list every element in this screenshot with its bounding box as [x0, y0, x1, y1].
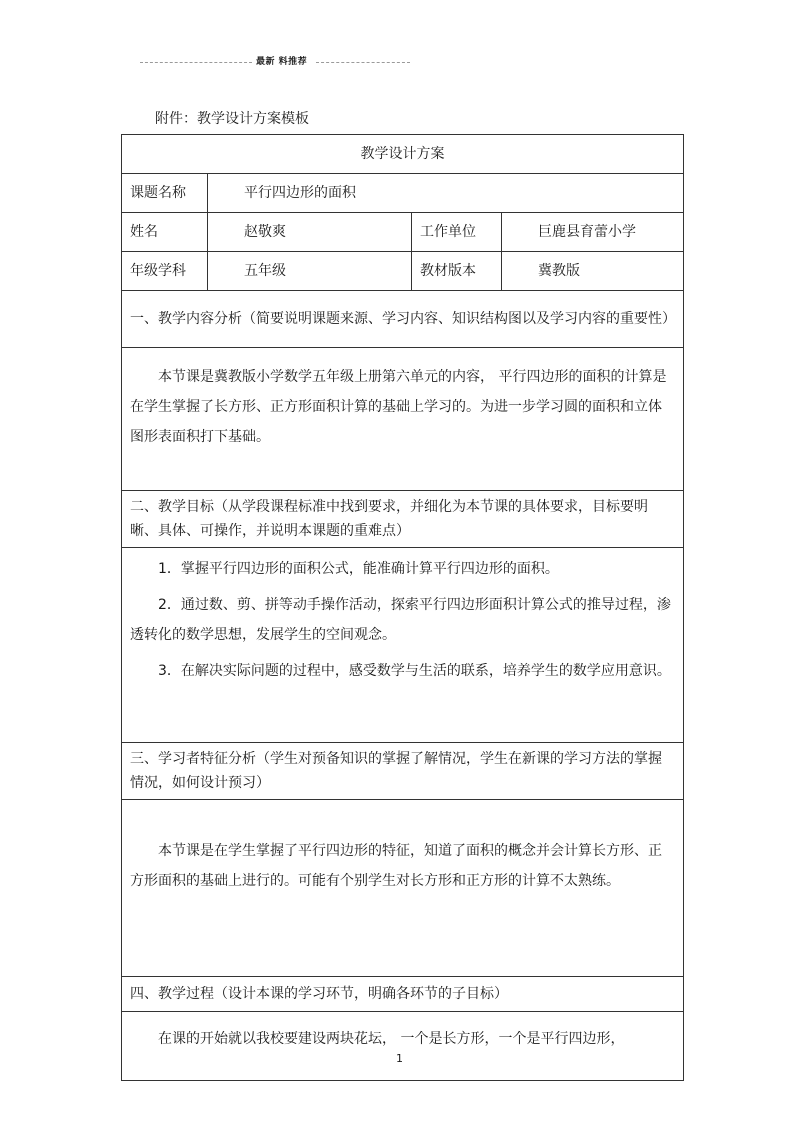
unit-label: 工作单位: [412, 213, 502, 252]
section-3-body-cell: [122, 800, 684, 977]
topic-value: 平行四边形的面积: [208, 174, 684, 213]
section-4-body-cell: [122, 1012, 684, 1081]
page-header: 最新 料推荐: [256, 57, 308, 67]
section-3-body: 本节课是在学生掌握了平行四边形的特征，知道了面积的概念并会计算长方形、正方形面积的基础上进行的。可能有个别学生对长方形和正方形的计算不太熟练。: [130, 843, 662, 889]
section-3-heading: 三、学习者特征分析（学生对预备知识的掌握了解情况，学生在新课的学习方法的掌握情况，如何设计预习）: [122, 743, 684, 800]
section-1-body: 本节课是冀教版小学数学五年级上册第六单元的内容， 平行四边形的面积的计算是在学生掌握了长方形、正方形面积计算的基础上学习的。为进一步学习圆的面积和立体图形表面积打下基础。: [130, 369, 667, 445]
section-2-body-cell: [122, 548, 684, 743]
name-value: 赵敬爽: [208, 213, 412, 252]
section-4-heading: 四、教学过程（设计本课的学习环节，明确各环节的子目标）: [122, 977, 684, 1012]
lesson-plan-table: [121, 134, 684, 1081]
section-2-goal-3: 3．在解决实际问题的过程中，感受数学与生活的联系，培养学生的数学应用意识。: [158, 663, 671, 679]
header-rule-right: [316, 62, 410, 63]
section-1-heading: 一、教学内容分析（简要说明课题来源、学习内容、知识结构图以及学习内容的重要性）: [122, 291, 684, 348]
edition-label: 教材版本: [412, 252, 502, 291]
grade-value: 五年级: [208, 252, 412, 291]
section-2-goal-1: 1．掌握平行四边形的面积公式，能准确计算平行四边形的面积。: [158, 561, 559, 577]
name-label: 姓名: [122, 213, 208, 252]
header-rule-left: [140, 62, 252, 63]
table-title: 教学设计方案: [122, 135, 684, 174]
attachment-title: 附件：教学设计方案模板: [155, 111, 309, 127]
section-2-goal-2: 2．通过数、剪、拼等动手操作活动，探索平行四边形面积计算公式的推导过程，渗透转化的数学思想，发展学生的空间观念。: [130, 597, 671, 643]
unit-value: 巨鹿县育蕾小学: [502, 213, 684, 252]
page-number: 1: [396, 1052, 403, 1065]
section-1-body-cell: [122, 348, 684, 491]
section-4-body: 在课的开始就以我校要建设两块花坛， 一个是长方形，一个是平行四边形，: [158, 1031, 625, 1047]
section-2-heading: 二、教学目标（从学段课程标准中找到要求，并细化为本节课的具体要求，目标要明晰、具体、可操作，并说明本课题的重难点）: [122, 491, 684, 548]
topic-label: 课题名称: [122, 174, 208, 213]
grade-label: 年级学科: [122, 252, 208, 291]
edition-value: 冀教版: [502, 252, 684, 291]
